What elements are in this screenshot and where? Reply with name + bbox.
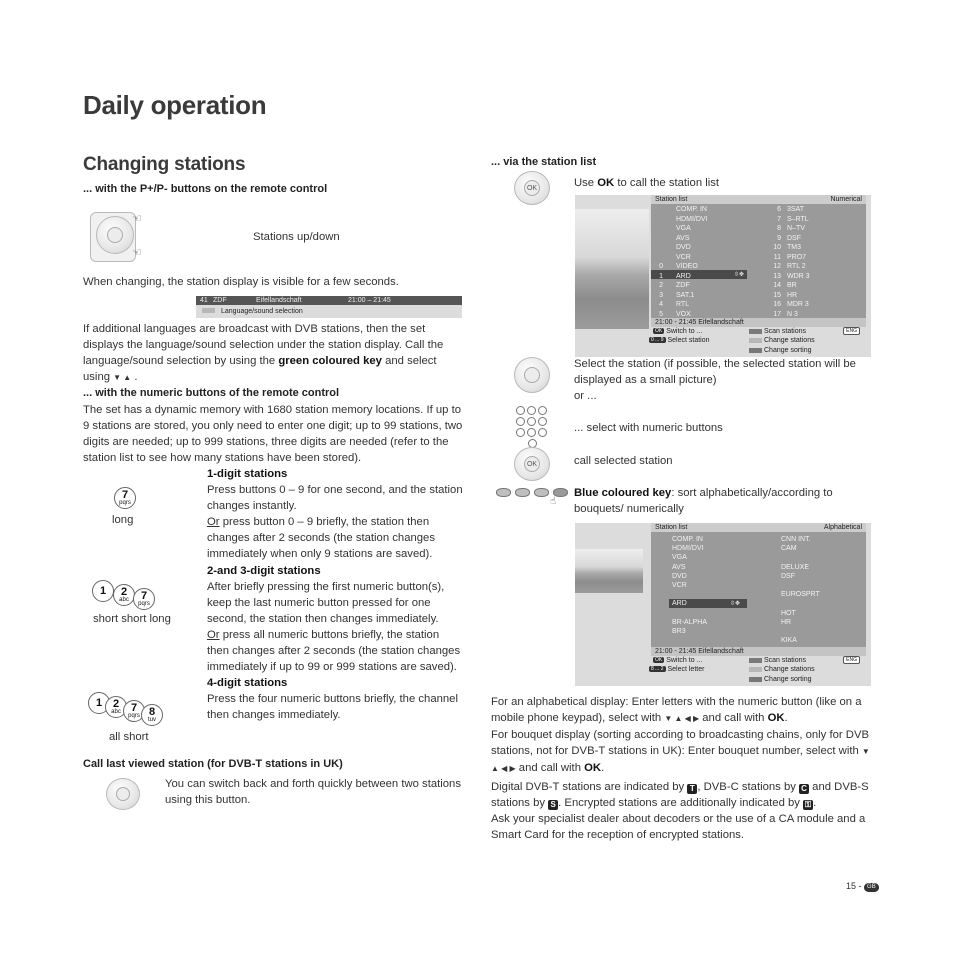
ok-button-illustration-2: OK — [514, 447, 550, 481]
list1-row-name: VIDEO — [676, 263, 698, 270]
list1-row-name: RTL 2 — [787, 263, 806, 270]
list1-row-name: SAT.1 — [676, 291, 695, 299]
list2-row-name: DSF — [781, 572, 795, 580]
list1-row-number — [651, 215, 663, 224]
ok-button-illustration-1: OK — [514, 171, 550, 205]
list2-row-name: VGA — [672, 554, 687, 562]
digit2-title: 2-and 3-digit stations — [207, 565, 321, 577]
remote-dpad — [96, 216, 134, 254]
list1-row-number: 17 — [773, 310, 781, 318]
list2-scan: Scan stations — [764, 657, 807, 664]
list2-row-name: DELUXE — [781, 563, 810, 571]
list2-row-name: DVD — [672, 572, 687, 580]
list1-row-name: 3SAT — [787, 206, 804, 213]
list1-row-number: 3 — [659, 291, 663, 299]
list1-row-number: 11 — [773, 253, 781, 261]
list2-change-stations: Change stations — [764, 666, 815, 673]
digital-paragraph: Digital DVB-T stations are indicated by T , DVB-C stations by C and DVB-S stations by S . Encrypted stations are additionally indicated by ⚿ . Ask your specialist dealer about decoders or the use of a CA module and a Smart Card for the reception of encrypted stations. — [491, 781, 869, 841]
key-7-button: 7 pqrs — [114, 487, 136, 509]
list1-row-number — [651, 253, 663, 262]
list2-row-name: COMP. IN — [672, 536, 703, 543]
green-key-swatch — [202, 308, 215, 313]
digit4-block: 4-digit stations Press the four numeric buttons briefly, the channel then changes immediately. — [207, 677, 458, 721]
gb-region-icon: GB — [864, 883, 879, 892]
subheading-station-list: ... via the station list — [491, 156, 597, 168]
up-down-arrows-icon: ▼ ▲ — [113, 373, 132, 382]
list1-row-number: 15 — [773, 291, 781, 299]
list1-row-name: DVD — [676, 244, 691, 251]
list1-change-sorting: Change sorting — [764, 347, 812, 354]
list2-mode: Alphabetical — [823, 524, 862, 531]
list1-row-name: DSF — [787, 234, 801, 242]
subheading-numeric-buttons: ... with the numeric buttons of the remote control — [83, 387, 340, 399]
list1-switch-to: Switch to ... — [666, 328, 703, 335]
list1-row-number: 9 — [777, 234, 781, 242]
key-encrypted-icon: ⚿ — [805, 800, 812, 809]
memory-paragraph: The set has a dynamic memory with 1680 station memory locations. If up to 9 stations are stored, you only need to enter one digit; up to 99 stations, two digits are needed; up to 999 stations, three digits are needed (refer to the station list to see how many stations have been stored). — [83, 404, 463, 464]
digit1-press-label: long — [112, 514, 134, 526]
list2-row-name: VCR — [672, 582, 687, 589]
list1-change-stations: Change stations — [764, 337, 815, 344]
list1-row-number: 13 — [773, 272, 781, 280]
station-list-alphabetical: Station list Alphabetical ⇳✥ COMP. IN HDMI/DVI VGA AVS DVD VCR ARD BR-ALPHA BR3 CNN INT. CAM DELUXE DSF EUROSPRT HOT HR KIKA 21:00 - 21:45 Eifellandschaft OK Switch to ... 8 ... 2 Select letter Scan stations Change stations Change sorting ENG — [575, 523, 871, 686]
page-title: Daily operation — [83, 90, 267, 120]
keypad-key-icon — [527, 417, 536, 426]
list1-row-number — [651, 205, 663, 214]
list2-row-name: HDMI/DVI — [672, 545, 704, 553]
green-key-icon — [515, 488, 530, 497]
list1-title: Station list — [655, 196, 688, 203]
list2-row-name: BR3 — [672, 628, 686, 635]
recall-button-illustration — [106, 778, 140, 810]
list2-title: Station list — [655, 524, 688, 531]
list1-row-number: 0 — [659, 263, 663, 270]
list1-row-number: 12 — [773, 263, 781, 270]
arrows-icon: ▼ ▲ ◀ ▶ — [664, 714, 700, 723]
tv-picture — [575, 209, 649, 329]
list1-mode: Numerical — [830, 196, 862, 203]
selection-arrows-icon: ⇳✥ — [734, 272, 745, 278]
keypad-key-icon — [527, 428, 536, 437]
list1-row-name: N–TV — [787, 225, 805, 232]
or-text: or ... — [574, 390, 597, 402]
list1-row-name: S–RTL — [787, 215, 809, 223]
list1-row-name: MDR 3 — [787, 301, 809, 308]
list1-select-station: Select station — [667, 337, 710, 344]
station-list-numerical: Station list Numerical COMP. IN HDMI/DVI VGA AVS DVD VCR 0 VIDEO 1 ARD 2 ZDF 3 SAT.1 4 RTL 5 VOX 6 3SAT 7 S–RTL 8 N–TV 9 DSF 10 TM3 11 PRO7 12 RTL 2 13 WDR 3 14 BR 15 HR 16 MDR 3 17 N 3 ⇳✥ 21:00 - 21:45 Eifellandschaft OK Switch to ... 0 ... 9 Select station Scan stations Change stations Change sorting ENG — [575, 195, 871, 357]
list2-row-name: ARD — [672, 600, 687, 608]
list1-row-number — [651, 243, 663, 252]
subheading-last-station: Call last viewed station (for DVB-T stations in UK) — [83, 758, 343, 770]
list2-row-name: AVS — [672, 563, 686, 571]
call-selected-text: call selected station — [574, 455, 673, 467]
tv-picture-small — [575, 549, 643, 593]
section-title: Changing stations — [83, 154, 246, 175]
finger-icon: ☝ — [550, 496, 557, 507]
list2-row-name: HR — [781, 618, 792, 626]
keypad-key-icon — [527, 406, 536, 415]
digit1-block: 1-digit stations Press buttons 0 – 9 for one second, and the station changes instantly. Or press button 0 – 9 briefly, the station then changes after 2 seconds (the station changes immediately when only 9 stations are saved). — [207, 468, 463, 560]
list1-row-number: 4 — [659, 301, 663, 308]
keypad-key-icon — [516, 417, 525, 426]
list1-row-name: ZDF — [676, 282, 690, 289]
list1-row-name: COMP. IN — [676, 206, 707, 213]
digit4-title: 4-digit stations — [207, 677, 288, 689]
list1-row-name: HDMI/DVI — [676, 215, 708, 223]
keypad-key-icon — [538, 417, 547, 426]
numeric-select-text: ... select with numeric buttons — [574, 422, 723, 434]
arrows-icon-2: ▼ ▲ ◀ ▶ — [491, 747, 870, 773]
list1-row-name: RTL — [676, 301, 690, 308]
station-osd — [196, 296, 462, 318]
stations-updown-label: Stations up/down — [253, 231, 340, 243]
selection-arrows-icon-2: ⇳✥ — [730, 601, 741, 607]
subheading-p-buttons: ... with the P+/P- buttons on the remote control — [83, 183, 328, 195]
dpad-illustration — [514, 357, 550, 393]
list1-row-name: VOX — [676, 310, 691, 318]
list1-row-number: 16 — [773, 301, 781, 308]
finger-up-icon: ☜ — [132, 213, 142, 225]
list1-row-name: HR — [787, 291, 798, 299]
list2-row-name: CNN INT. — [781, 536, 811, 543]
keys-1-2-7-8-illustration: 1 2 abc 7 pqrs 8 tuv — [88, 692, 168, 726]
list1-row-name: VGA — [676, 225, 691, 232]
list1-row-name: PRO7 — [787, 253, 807, 261]
osd-number: 41 — [200, 297, 208, 304]
list1-row-number: 8 — [777, 225, 781, 232]
list1-info: 21:00 - 21:45 Eifellandschaft — [655, 319, 744, 326]
keypad-key-icon — [516, 406, 525, 415]
dvbs-badge-icon: S — [548, 800, 558, 810]
list1-row-number — [651, 234, 663, 243]
alphabetical-paragraph: For an alphabetical display: Enter letters with the numeric button (like on a mobile phone keypad), select with ▼ ▲ ◀ ▶ and call with OK. For bouquet display (sorting according to broadcasting chains, only for DVB stations, not for DVB-T stations in UK): Enter bouquet number, select with ▼ ▲ ◀ ▶ and call with OK. — [491, 696, 870, 774]
list2-row-name: KIKA — [781, 637, 797, 645]
list1-scan: Scan stations — [764, 328, 807, 335]
selected-row-highlight — [651, 270, 747, 279]
keypad-key-icon — [516, 428, 525, 437]
list2-select-letter: Select letter — [667, 666, 705, 673]
list2-change-sorting: Change sorting — [764, 676, 812, 683]
list1-row-number: 14 — [773, 282, 781, 289]
list2-row-name: HOT — [781, 609, 796, 617]
station-display-note: When changing, the station display is visible for a few seconds. — [83, 276, 399, 288]
list1-row-number: 10 — [773, 244, 781, 251]
osd-time: 21:00 – 21:45 — [348, 297, 391, 304]
dvbt-badge-icon: T — [687, 784, 697, 794]
list1-row-number — [651, 224, 663, 233]
keys-1-2-7-illustration: 1 2 abc 7 pqrs — [92, 580, 162, 612]
blue-key-text: Blue coloured key: sort alphabetically/according to bouquets/ numerically — [574, 487, 833, 515]
list1-row-name: BR — [787, 282, 797, 289]
select-station-text: Select the station (if possible, the selected station will be displayed as a small picture) — [574, 358, 856, 386]
list1-row-number: 7 — [777, 215, 781, 223]
page-number: 15 - GB — [846, 881, 879, 892]
keypad-key-icon — [538, 406, 547, 415]
list2-row-name: EUROSPRT — [781, 591, 820, 599]
list2-switch-to: Switch to ... — [666, 657, 703, 664]
list1-row-name: WDR 3 — [787, 272, 810, 280]
osd-station: ZDF — [213, 297, 227, 304]
list2-row-name: CAM — [781, 545, 797, 553]
use-ok-text: Use OK to call the station list — [574, 177, 720, 189]
list1-row-name: TM3 — [787, 244, 801, 251]
list1-row-number: 6 — [777, 206, 781, 213]
list2-info: 21:00 - 21:45 Eifellandschaft — [655, 648, 744, 655]
colour-keys-illustration — [496, 488, 572, 508]
language-paragraph: If additional languages are broadcast with DVB stations, then the set displays the language/sound selection under the station display. Call the language/sound selection by using the green coloured key and select using ▼ ▲ . — [83, 323, 444, 383]
osd-show: Eifellandschaft — [256, 297, 302, 304]
digit2-press-label: short short long — [93, 613, 171, 625]
list1-row-name: VCR — [676, 253, 691, 261]
keypad-key-icon — [538, 428, 547, 437]
digit4-press-label: all short — [109, 731, 149, 743]
digit1-title: 1-digit stations — [207, 468, 288, 480]
yellow-key-icon — [534, 488, 549, 497]
remote-p-buttons-illustration — [90, 210, 160, 264]
list1-row-number: 2 — [659, 282, 663, 289]
list1-row-name: N 3 — [787, 310, 798, 318]
finger-down-icon: ☜ — [132, 247, 142, 259]
list1-row-name: ARD — [676, 272, 691, 280]
dvbc-badge-icon: C — [799, 784, 809, 794]
osd-language: Language/sound selection — [221, 308, 303, 315]
digit2-block: 2-and 3-digit stations After briefly pressing the first numeric button(s), keep the last numeric button pressed for one second, the station then changes immediately. Or press all numeric buttons briefly, the station then changes after 2 seconds (the station changes immediately if up to 99 or 999 stations are saved). — [207, 565, 461, 673]
list1-row-number: 5 — [659, 310, 663, 318]
list1-row-name: AVS — [676, 234, 690, 242]
list1-row-number: 1 — [659, 272, 663, 280]
last-station-paragraph: You can switch back and forth quickly between two stations using this button. — [165, 778, 461, 806]
numeric-keypad-illustration — [516, 406, 550, 450]
red-key-icon — [496, 488, 511, 497]
list2-row-name: BR-ALPHA — [672, 618, 708, 626]
